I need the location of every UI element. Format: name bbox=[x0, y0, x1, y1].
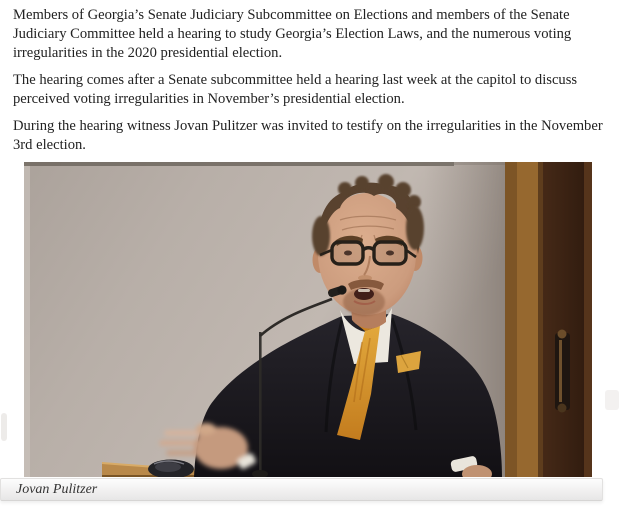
left-edge-artifact bbox=[1, 413, 7, 441]
right-edge-artifact bbox=[605, 390, 619, 410]
article-text bbox=[0, 0, 621, 155]
article-paragraph: The hearing comes after a Senate subcommittee held a hearing last week at the capitol to discuss perceived voting irregularities in November’s presidential election. bbox=[13, 72, 578, 107]
article-paragraph: During the hearing witness Jovan Pulitzer was invited to testify on the irregularities in the November 3rd election. bbox=[13, 118, 603, 153]
door-hinge bbox=[555, 330, 570, 413]
article-paragraph: Members of Georgia’s Senate Judiciary Subcommittee on Elections and members of the Senate Judiciary Committee held a hearing to study Georgia’s Election Laws, and the numerous voting irregularities in the 2020 presidential election. bbox=[13, 7, 572, 61]
figure-caption: Jovan Pulitzer bbox=[0, 478, 603, 501]
mouth-and-beard bbox=[343, 280, 385, 317]
article-figure bbox=[0, 162, 603, 477]
video-still-jovan-pulitzer bbox=[24, 162, 592, 477]
wood-door-frame bbox=[505, 162, 592, 477]
